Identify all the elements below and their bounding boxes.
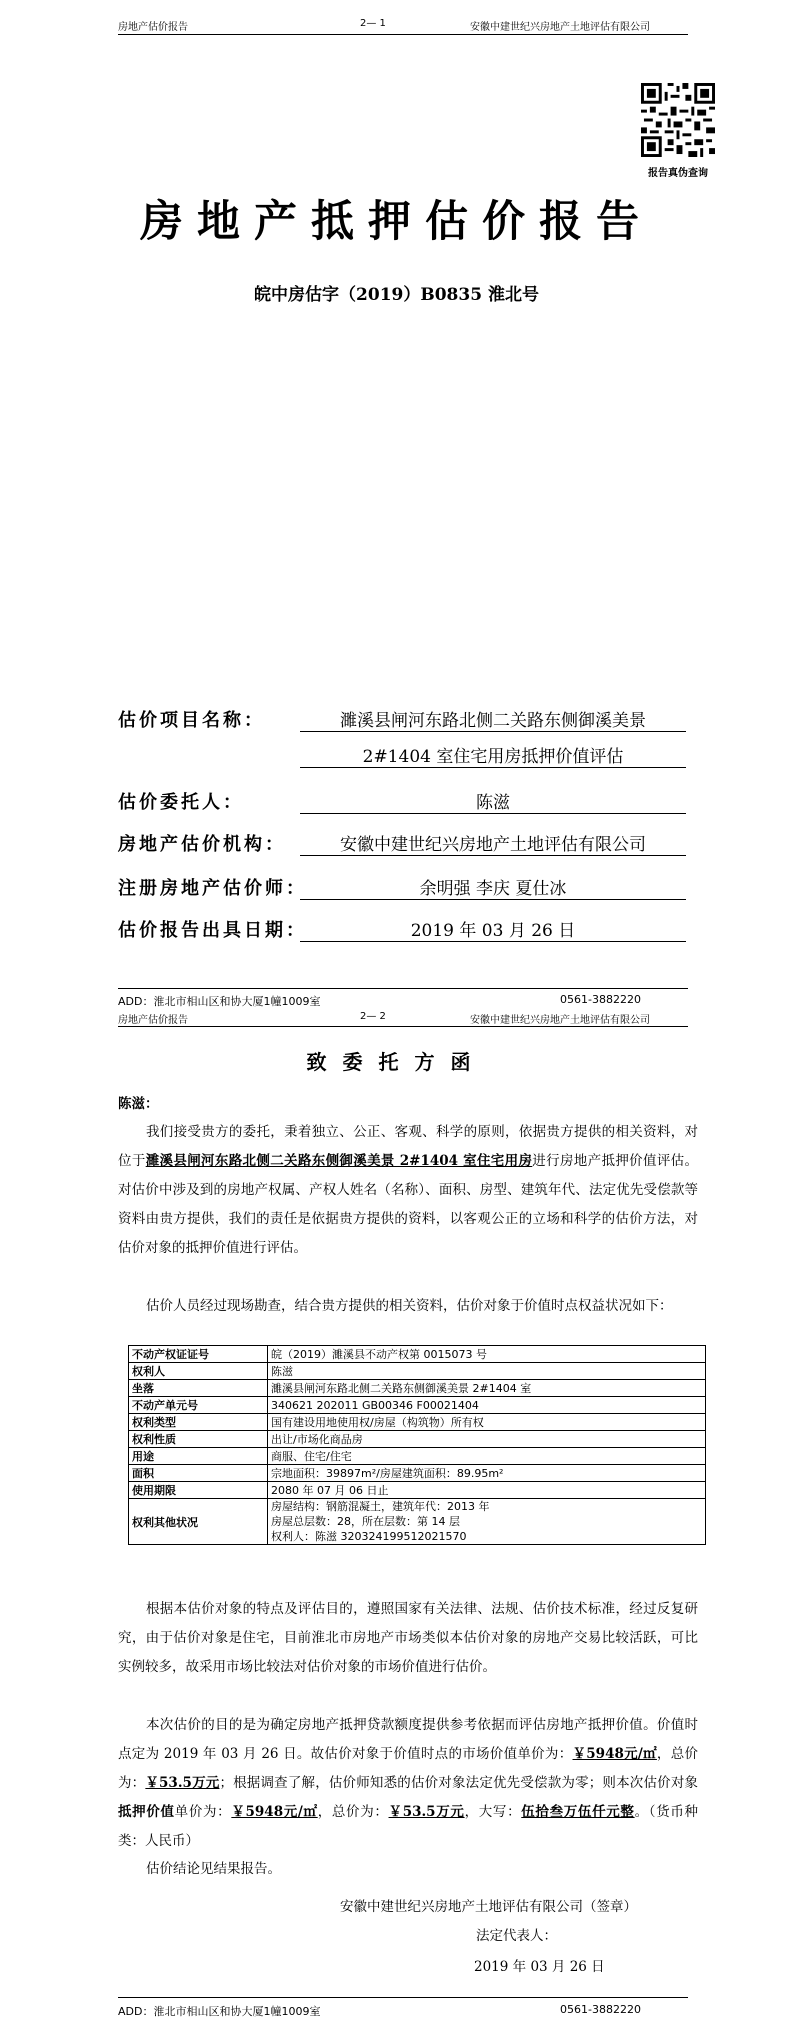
rights-table [128,1345,706,1545]
field-value-agency: 安徽中建世纪兴房地产土地评估有限公司 [300,830,686,856]
table-value [268,1414,706,1431]
table-key: 权利人 [129,1363,268,1380]
page2-header-rule [118,1026,688,1027]
table-value-line: 权利人：陈滋 320324199512021570 [271,1530,467,1543]
table-value [268,1431,706,1448]
table-value-line: 出让/市场化商品房 [271,1432,363,1446]
table-key: 不动产权证证号 [129,1346,268,1363]
letter-paragraph-1 [118,1118,698,1263]
field-value-client: 陈滋 [300,788,686,814]
para4-text-c: ；根据调查了解，估价师知悉的估价对象法定优先受偿款为零；则本次估价对象 [219,1775,698,1791]
letter-paragraph-5: 估价结论见结果报告。 [146,1861,281,1877]
report-title: 房地产抵押估价报告 [140,197,653,247]
table-row [129,1482,706,1499]
table-row [129,1465,706,1482]
para1-intro: 我们接受贵方的委托，秉着独立、公正、客观、科学的原则，依据贵方提供的相关资料，对位于 [118,1124,698,1169]
table-value [268,1363,706,1380]
table-row [129,1499,706,1545]
page2-footer-phone: 0561-3882220 [560,2003,641,2016]
table-value-line: 宗地面积：39897m²/房屋建筑面积：89.95m² [271,1466,504,1480]
page2-header-right: 安徽中建世纪兴房地产土地评估有限公司 [470,1015,650,1026]
table-value [268,1465,706,1482]
mortgage-value-term: 抵押价值 [118,1804,175,1820]
signature-org: 安徽中建世纪兴房地产土地评估有限公司（签章） [340,1899,637,1915]
page2-header-page: 2— 2 [360,1011,386,1022]
qr-caption: 报告真伪查询 [648,168,708,179]
table-value [268,1346,706,1363]
para4-text-g: ，大写： [464,1804,522,1820]
field-value-project-line1: 濉溪县闸河东路北侧二关路东侧御溪美景 [300,706,686,732]
table-value-line: 340621 202011 GB00346 F00021404 [271,1398,479,1412]
table-row [129,1431,706,1448]
table-key: 权利类型 [129,1414,268,1431]
page1-header-left: 房地产估价报告 [118,22,188,33]
table-value-line: 陈滋 [271,1364,293,1378]
letter-paragraph-3: 根据本估价对象的特点及评估目的，遵照国家有关法律、法规、估价技术标准，经过反复研究，由于估价对象是住宅，目前淮北市房地产市场类似本估价对象的房地产交易比较活跃，可比实例较多，故采用市场比较法对估价对象的市场价值进行估价。 [118,1601,698,1675]
table-value [268,1499,706,1545]
table-row [129,1380,706,1397]
table-value-line: 房屋结构：钢筋混凝土，建筑年代：2013 年 [271,1500,490,1513]
field-label-agency: 房地产估价机构： [118,834,286,855]
page1-footer-rule [118,988,688,989]
para1-property-address: 濉溪县闸河东路北侧二关路东侧御溪美景 2#1404 室住宅用房 [145,1153,533,1169]
table-key: 权利性质 [129,1431,268,1448]
field-label-project: 估价项目名称： [118,710,265,731]
field-label-date: 估价报告出具日期： [118,920,307,941]
para1-body: 进行房地产抵押价值评估。对估价中涉及到的房地产权属、产权人姓名（名称）、面积、房型、建筑年代、法定优先受偿款等资料由贵方提供，我们的责任是依据贵方提供的资料，以客观公正的立场和科学的估价方法，对估价对象的抵押价值进行评估。 [118,1153,699,1256]
page1-footer-phone: 0561-3882220 [560,993,641,1006]
letter-paragraph-4 [118,1711,698,1856]
table-row [129,1363,706,1380]
field-label-appraisers: 注册房地产估价师： [118,878,307,899]
signature-date: 2019 年 03 月 26 日 [474,1959,605,1975]
mortgage-total-price: ￥53.5万元 [388,1804,465,1820]
signature-representative: 法定代表人： [476,1928,557,1944]
table-key: 权利其他状况 [129,1499,268,1545]
field-value-appraisers: 余明强 李庆 夏仕冰 [300,874,686,900]
table-value [268,1397,706,1414]
para4-text-f: ，总价为： [317,1804,389,1820]
letter-title: 致委托方函 [306,1050,487,1074]
page2-footer-rule [118,1997,688,1998]
para4-text-a: 本次估价的目的是为确定房地产抵押贷款额度提供参考依据而评估房地产抵押价值。价值时点定为 2019 年 03 月 26 日。故估价对象于价值时点的市场价值单价为： [118,1717,698,1762]
market-unit-price: ￥5948元/㎡ [572,1746,657,1762]
page1-header-right: 安徽中建世纪兴房地产土地评估有限公司 [470,22,650,33]
page1-footer-address: ADD：淮北市相山区和协大厦1幢1009室 [118,995,321,1008]
page1-header-page: 2— 1 [360,18,386,29]
table-value-line: 房屋总层数：28，所在层数：第 14 层 [271,1515,460,1528]
page2-header-left: 房地产估价报告 [118,1015,188,1026]
table-row [129,1346,706,1363]
letter-salutation: 陈滋： [118,1096,159,1112]
table-row [129,1414,706,1431]
table-value-line: 皖（2019）濉溪县不动产权第 0015073 号 [271,1347,487,1361]
table-key: 用途 [129,1448,268,1465]
table-value-line: 国有建设用地使用权/房屋（构筑物）所有权 [271,1415,484,1429]
table-key: 使用期限 [129,1482,268,1499]
table-value-line: 濉溪县闸河东路北侧二关路东侧御溪美景 2#1404 室 [271,1381,532,1395]
table-value [268,1448,706,1465]
table-value [268,1482,706,1499]
table-value-line: 2080 年 07 月 06 日止 [271,1483,389,1497]
table-key: 面积 [129,1465,268,1482]
para4-text-h: 。（货币种类：人民币） [118,1804,699,1849]
table-row [129,1397,706,1414]
mortgage-total-capital: 伍拾叁万伍仟元整 [521,1804,635,1820]
page2-footer-address: ADD：淮北市相山区和协大厦1幢1009室 [118,2005,321,2018]
para4-text-b: ，总价为： [118,1746,698,1791]
para4-text-e: 单价为： [174,1804,232,1820]
report-number: 皖中房估字（2019）B0835 淮北号 [254,285,539,305]
field-label-client: 估价委托人： [118,792,244,813]
table-value [268,1380,706,1397]
table-row [129,1448,706,1465]
table-value-line: 商服、住宅/住宅 [271,1449,352,1463]
market-total-price: ￥53.5万元 [145,1775,220,1791]
field-value-date: 2019 年 03 月 26 日 [300,916,686,942]
table-key: 不动产单元号 [129,1397,268,1414]
page1-header-rule [118,34,688,35]
table-key: 坐落 [129,1380,268,1397]
qr-code-icon[interactable] [641,83,715,157]
field-value-project-line2: 2#1404 室住宅用房抵押价值评估 [300,742,686,768]
mortgage-unit-price: ￥5948元/㎡ [231,1804,318,1820]
letter-paragraph-2: 估价人员经过现场勘查，结合贵方提供的相关资料，估价对象于价值时点权益状况如下： [146,1298,673,1314]
